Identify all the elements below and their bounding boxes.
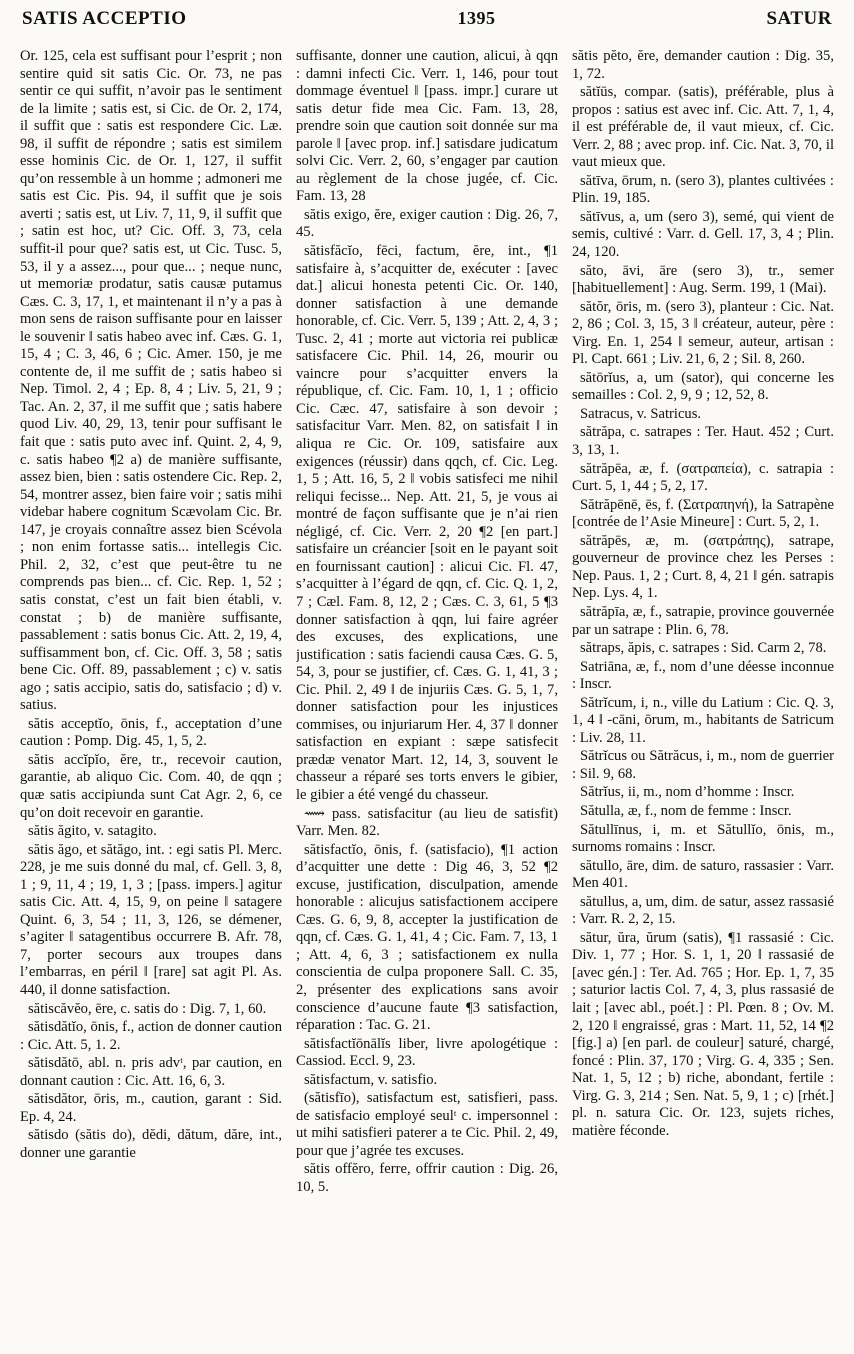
dictionary-entry: sătrăpēs, æ, m. (σατράπης), satrape, gouverneur de province chez les Perses : Nep. Paus. 1, 2 ; Curt. 8, 4, 21 ‖ gén. satrapis Nep. Lys. 4, 1. (572, 532, 834, 602)
column-1 (20, 48, 282, 1344)
dictionary-entry: suffisante, donner une caution, alicui, à qqn : damni infecti Cic. Verr. 1, 146, pour tout dommage éventuel ‖ [pass. impr.] curare ut satis detur fide mea Cic. Fam. 13, 28, prendre soin que caution soit donnée sur ma parole ‖ [avec prop. inf.] satisdare judicatum solvi Cic. Verr. 2, 60, s’engager par caution au règlement de la chose jugée, cf. Cic. Fam. 13, 28 (296, 48, 558, 205)
dictionary-entry: sătiscăvĕo, ēre, c. satis do : Dig. 7, 1, 60. (28, 1000, 267, 1017)
dictionary-entry: Or. 125, cela est suffisant pour l’esprit ; non sentire quid sit satis Cic. Or. 73, ne pas sentir ce qui suffit, n’avoir pas le sentiment de la limite ; satis est, si Cic. de Or. 2, 174, il suffit que : satis est respondere Cic. Læ. 98, il suffit de répondre ; satis est similem esse hominis Cic. de Or. 1, 127, il suffit qu’on ressemble à un homme ; admoneri me satis est Cic. Pis. 94, il suffit que je sois averti ; satis est, ut Liv. 7, 11, 9, il suffit que ; satin est hoc, ut? Cic. Off. 3, 73, cela suffit-il pour que? satis est, ut Cic. Tusc. 5, 53, il y a assez..., pour que... ; neque nunc, ut memoriæ prodatur, satis causæ putamus Cæs. C. 3, 17, 1, et maintenant il n’y a pas à mon sens de raison suffisante pour en laisser le souvenir ‖ satis habeo avec inf. Cæs. G. 1, 15, 4 ; C. 3, 46, 6 ; Cic. Amer. 150, je me contente de, il me suffit de ; satis habeo si Nep. Timol. 2, 4 ; Ep. 8, 4 ; Liv. 5, 21, 9 ; Tac. An. 2, 37, il me suffit que ; satis habere quod Liv. 40, 29, 13, tenir pour suffisant le fait que : satis puto avec inf. Quint. 2, 4, 9, c. satis habeo ¶2 a) de manière suffisante, assez bien, bien : satis ostendere Cic. Rep. 2, 54, montrer assez, bien faire voir ; satis mihi videbar habere cognitum Scævolam Cic. Br. 147, je croyais connaître assez bien Scévola ; non enim fortasse satis... intellegis Cic. Phil. 2, 32, c’est que peut-être tu ne comprends pas bien... cf. Cic. Rep. 1, 52 ; satis constat, c’est un fait bien établi, v. constat ; b) de manière suffisante, passablement : satis bonus Cic. Att. 2, 19, 4, suffisamment bon, cf. Cic. Off. 3, 58 ; satis bene Cic. Off. 89, passablement ; c) v. satis ago ; satis accipio, satis do, satisfacio ; d) v. satius. (20, 48, 282, 714)
dictionary-entry: sătisdo (sătis do), dĕdi, dătum, dăre, int., donner une garantie (20, 1127, 282, 1161)
dictionary-entry: sătisfactĭōnālĭs liber, livre apologétique : Cassiod. Eccl. 9, 23. (296, 1035, 558, 1070)
dictionary-entry: Sătrăpēnē, ēs, f. (Σατραπηνή), la Satrapène [contrée de l’Asie Mineure] : Curt. 5, 2, 1. (572, 496, 834, 531)
dictionary-entry: sătŏr, ōris, m. (sero 3), planteur : Cic. Nat. 2, 86 ; Col. 3, 15, 3 ‖ créateur, auteur, père : Virg. En. 1, 254 ‖ semeur, auteur, artisan : Pl. Capt. 661 ; Liv. 21, 6, 2 ; Sil. 8, 260. (572, 298, 834, 368)
dictionary-entry: Satriāna, æ, f., nom d’une déesse inconnue : Inscr. (572, 658, 834, 693)
dictionary-entry: Sătrĭus, ii, m., nom d’homme : Inscr. (580, 784, 795, 801)
dictionary-entry: sătrăpēa, æ, f. (σατραπεία), c. satrapia : Curt. 5, 1, 44 ; 5, 2, 17. (572, 460, 834, 495)
dictionary-entry: sătis offĕro, ferre, offrir caution : Dig. 26, 10, 5. (296, 1161, 558, 1195)
dictionary-entry: (sătisfīo), satisfactum est, satisfieri, pass. de satisfacio employé seulᵗ c. impersonnel : ut mihi satisfieri paterer a te Cic. Phil. 2, 49, pour que j’agrée tes excuses. (296, 1090, 558, 1159)
dictionary-entry: sătisdător, ōris, m., caution, garant : Sid. Ep. 4, 24. (20, 1091, 282, 1125)
dictionary-entry: Satracus, v. Satricus. (580, 405, 702, 422)
dictionary-entry: sătisfăcĭo, fēci, factum, ĕre, int., ¶1 satisfaire à, s’acquitter de, exécuter : [avec dat.] alicui honesta petenti Cic. Or. 140, donner satisfaction à une demande honorable, cf. Cic. Verr. 5, 139 ; Att. 2, 4, 3 ; Tusc. 2, 41 ; morte aut victoria rei publicæ satisfacere Cic. Phil. 14, 26, mourir ou vaincre pour s’acquitter envers la république, cf. Cic. Fam. 10, 1, 1 ; officio Cic. Cæc. 47, satisfaire à son devoir ; satisfacitur Varr. Men. 82, on satisfait ‖ in aliqua re Cic. Or. 109, satisfaire aux exigences (réussir) dans qqch, cf. Cic. Leg. 1, 5 ; Att. 16, 5, 2 ‖ vobis satisfeci me nihil reliqui fecisse... Nep. Att. 21, 5, je vous ai montré de façon suffisante que je n’ai rien négligé, cf. Cic. Verr. 2, 20 ¶2 [en part.] satisfaire un créancier [soit en le payant soit en fournissant caution] : alicui Cic. Fl. 47, s’acquitter à l’égard de qqn, cf. Cic. Q. 1, 2, 7 ; Cæl. Fam. 8, 12, 2 ; Cæs. C. 3, 61, 5 ¶3 donner satisfaction à qqn, lui faire agréer des excuses, des explications, une justification : satis faciendi causa Cæs. G. 5, 54, 3, pour se justifier, cf. Cæs. G. 1, 41, 3 ; Cic. Phil. 2, 49 ‖ de injuriis Cæs. G. 5, 1, 7, donner satisfaction pour les injustices commises, ou injuriarum Her. 4, 37 ‖ donner satisfaction en expiant : sæpe satisfecit prædæ venator Mart. 12, 14, 3, souvent le chasseur a réparé ses torts envers le gibier, le gibier a été vengé du chasseur. (296, 243, 558, 803)
header-right-guideword: SATUR (766, 8, 832, 29)
dictionary-entry: săto, āvi, āre (sero 3), tr., semer [habituellement] : Aug. Serm. 199, 1 (Mai). (572, 262, 834, 297)
dictionary-entry: sătrăpa, c. satrapes : Ter. Haut. 452 ; Curt. 3, 13, 1. (572, 424, 834, 459)
dictionary-entry: sătis ăgo, et sătăgo, int. : egi satis Pl. Merc. 228, je me suis donné du mal, cf. Gell. 3, 8, 1 ; 9, 11, 4 ; 19, 1, 3 ; [pass. impers.] agitur satis Cic. Att. 4, 15, 9, on peine ‖ satagere Quint. 6, 3, 54 ; 11, 3, 126, se démener, s’agiter ‖ satagentibus occurrere B. Afr. 78, 7, porter secours aux troupes dans l’embarras, en péril ‖ [rare] sat agit Pl. As. 440, il donne satisfaction. (20, 841, 282, 998)
running-header (22, 8, 832, 38)
dictionary-entry: sătisdătō, abl. n. pris advᵗ, par caution, en donnant caution : Cic. Att. 16, 6, 3. (20, 1055, 282, 1089)
dictionary-entry: sătisdătĭo, ōnis, f., action de donner caution : Cic. Att. 5, 1. 2. (20, 1019, 282, 1053)
dictionary-entry: Sătullīnus, i, m. et Sătullĭo, ōnis, m., surnoms romains : Inscr. (572, 821, 834, 856)
dictionary-entry: Sătrĭcum, i, n., ville du Latium : Cic. Q. 3, 1, 4 ‖ -cāni, ōrum, m., habitants de Satricum : Liv. 28, 11. (572, 694, 834, 746)
column-2 (296, 48, 558, 1344)
dictionary-entry: sătĭūs, compar. (satis), préférable, plus à propos : satius est avec inf. Cic. Att. 7, 1, 4, il est préférable de, il vaut mieux, cf. Cic. Verr. 2, 88 ; avec prop. inf. Cic. Nat. 3, 70, il vaut mieux que. (572, 84, 834, 171)
dictionary-entry: sătis exigo, ĕre, exiger caution : Dig. 26, 7, 45. (296, 206, 558, 241)
dictionary-entry: sătisfactum, v. satisfio. (304, 1071, 438, 1088)
text-columns (20, 48, 836, 1344)
dictionary-entry: sătīva, ōrum, n. (sero 3), plantes cultivées : Plin. 19, 185. (572, 172, 834, 207)
dictionary-entry: Sătrĭcus ou Sătrăcus, i, m., nom de guerrier : Sil. 9, 68. (572, 748, 834, 782)
dictionary-entry: sătullo, āre, dim. de saturo, rassasier : Varr. Men 401. (572, 857, 834, 892)
dictionary-entry: sătisfactĭo, ōnis, f. (satisfacio), ¶1 action d’acquitter une dette : Dig 46, 3, 52 ¶2 excuse, justification, disculpation, amende honorable : alicujus satisfactionem accipere Cæs. G. 6, 9, 8, accepter la justification de qqn, cf. Cæs. G. 1, 41, 4 ; Cic. Fam. 7, 13, 1 ; Att. 4, 6, 3 ; satisfactionem ex nulla conscientia de culpa proponere Sall. C. 35, 2, présenter des explications sans avoir conscience d’aucune faute ¶3 satisfaction, réparation : Tac. G. 21. (296, 841, 558, 1034)
dictionary-entry: Sătulla, æ, f., nom de femme : Inscr. (580, 802, 792, 819)
page-number: 1395 (457, 8, 496, 28)
dictionary-entry: sătullus, a, um, dim. de satur, assez rassasié : Varr. R. 2, 2, 15. (572, 893, 834, 928)
dictionary-entry: sătōrĭus, a, um (sator), qui concerne les semailles : Col. 2, 9, 9 ; 12, 52, 8. (572, 369, 834, 404)
dictionary-entry: sătis accĭpĭo, ĕre, tr., recevoir caution, garantie, ab aliquo Cic. Com. 40, de qqn ; quæ satis accipiunda sunt Cat Agr. 2, 6, ce qu’on doit recevoir en garantie. (20, 751, 282, 821)
dictionary-entry: ⟿ pass. satisfacitur (au lieu de satisfit) Varr. Men. 82. (296, 805, 558, 840)
dictionary-entry: sătrăpīa, æ, f., satrapie, province gouvernée par un satrape : Plin. 6, 78. (572, 603, 834, 638)
column-3 (572, 48, 834, 1344)
dictionary-entry: sătis ăgito, v. satagito. (28, 823, 157, 840)
dictionary-entry: sătis acceptĭo, ōnis, f., acceptation d’une caution : Pomp. Dig. 45, 1, 5, 2. (20, 715, 282, 750)
dictionary-entry: sătis pĕto, ĕre, demander caution : Dig. 35, 1, 72. (572, 48, 834, 82)
dictionary-entry: sătraps, ăpis, c. satrapes : Sid. Carm 2, 78. (580, 640, 827, 657)
dictionary-entry: sătur, ŭra, ŭrum (satis), ¶1 rassasié : Cic. Div. 1, 77 ; Hor. S. 1, 1, 20 ‖ rassasié de [avec gén.] : Ter. Ad. 765 ; Hor. Ep. 1, 7, 35 ; saturior lactis Col. 7, 4, 3, plus rassasié de lait ; [avec abl., poét.] : Pl. Pœn. 8 ; Ov. M. 2, 120 ‖ engraissé, gras : Mart. 11, 52, 14 ¶2 [fig.] a) [en parl. de couleur] saturé, chargé, foncé : Plin. 37, 170 ; Virg. G. 4, 335 ; Sen. Nat. 1, 5, 12 ; b) riche, abondant, fertile : Virg. G. 3, 214 ; Sen. Nat. 5, 9, 1 ; c) [rhét.] pl. n. satura Cic. Or. 123, sujets riches, matière féconde. (572, 929, 834, 1139)
dictionary-entry: sătīvus, a, um (sero 3), semé, qui vient de semis, cultivé : Varr. d. Gell. 17, 3, 4 ; Plin. 24, 120. (572, 208, 834, 261)
header-left-guideword: SATIS ACCEPTIO (22, 8, 187, 29)
